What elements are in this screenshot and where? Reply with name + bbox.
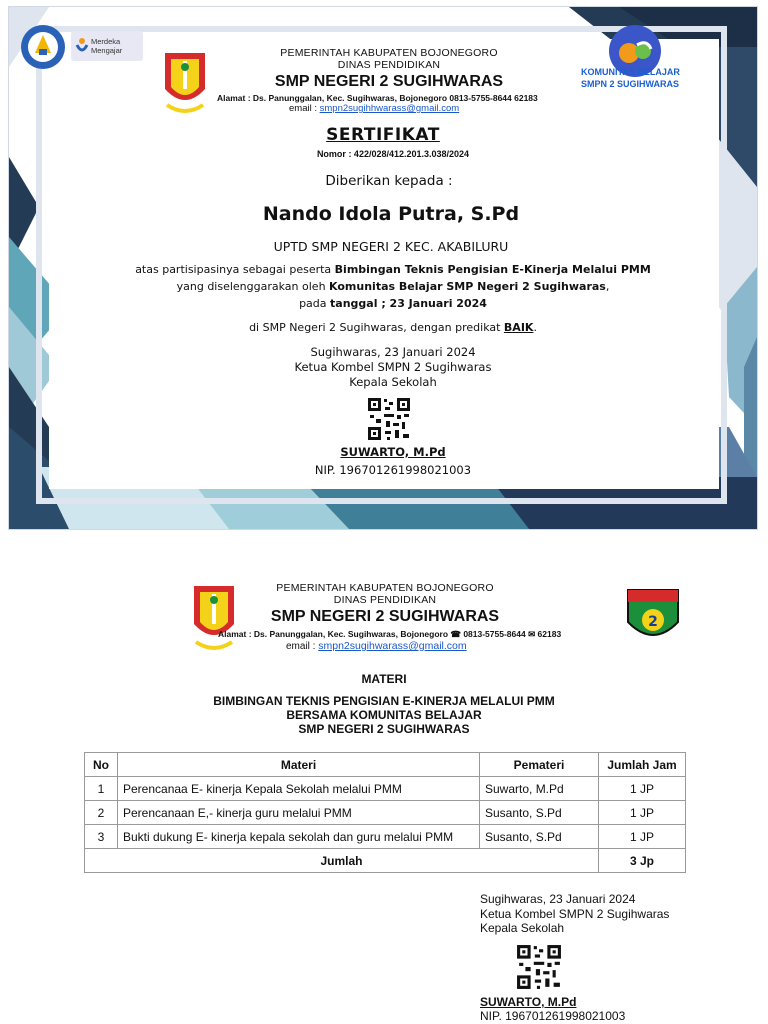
header-address: Alamat : Ds. Panunggalan, Kec. Sugihwaras, Bojonegoro 0813-5755-8644 62183 xyxy=(217,93,538,103)
materi-header-school: SMP NEGERI 2 SUGIHWARAS xyxy=(270,608,500,625)
table-total-row xyxy=(85,849,686,873)
table-cell-materi: Bukti dukung E- kinerja kepala sekolah dan guru melalui PMM xyxy=(118,825,480,849)
merdeka-mengajar-label: Merdeka Mengajar xyxy=(91,37,123,55)
email-label: email : xyxy=(289,103,317,114)
materi-page xyxy=(0,540,768,1024)
table-header-pemateri: Pemateri xyxy=(480,753,599,777)
materi-signature-place-date: Sugihwaras, 23 Januari 2024 xyxy=(480,892,636,906)
table-header-jam: Jumlah Jam xyxy=(599,753,686,777)
certificate-number: Nomor : 422/028/412.201.3.038/2024 xyxy=(316,149,470,159)
materi-signature-role-2: Kepala Sekolah xyxy=(480,921,565,935)
table-cell-jam: 1 JP xyxy=(599,777,686,801)
materi-signature-block xyxy=(480,892,669,936)
table-cell-no: 2 xyxy=(85,801,118,825)
signature-place-date: Sugihwaras, 23 Januari 2024 xyxy=(310,345,476,359)
kombel-label-2: SMPN 2 SUGIHWARAS xyxy=(581,79,680,89)
header-school: SMP NEGERI 2 SUGIHWARAS xyxy=(274,73,504,90)
signature-role-1: Ketua Kombel SMPN 2 Sugihwaras xyxy=(294,360,492,374)
materi-header-address: Alamat : Ds. Panunggalan, Kec. Sugihwaras, Bojonegoro ☎ 0813-5755-8644 ✉ 62183 xyxy=(218,629,562,639)
materi-email-label: email : xyxy=(286,641,316,652)
table-cell-pemateri: Suwarto, M.Pd xyxy=(480,777,599,801)
certificate-card xyxy=(8,6,758,530)
materi-signature-nip: NIP. 196701261998021003 xyxy=(480,1009,626,1023)
kombel-label-1: KOMUNITAS BELAJAR xyxy=(581,67,680,77)
smp-2-logo xyxy=(624,586,682,650)
materi-email-link[interactable]: smpn2sugihwarass@gmail.com xyxy=(318,640,467,652)
table-cell-materi: Perencanaa E- kinerja Kepala Sekolah melalui PMM xyxy=(118,777,480,801)
materi-subtitle-2: BERSAMA KOMUNITAS BELAJAR xyxy=(286,708,482,722)
table-cell-no: 1 xyxy=(85,777,118,801)
materi-title: MATERI xyxy=(361,672,407,686)
materi-subtitle-3: SMP NEGERI 2 SUGIHWARAS xyxy=(298,722,470,736)
table-header-row xyxy=(85,753,686,777)
header-dept: DINAS PENDIDIKAN xyxy=(337,59,441,71)
table-cell-no: 3 xyxy=(85,825,118,849)
description-line-4: di SMP Negeri 2 Sugihwaras, dengan predikat BAIK. xyxy=(249,321,537,334)
signature-qr-code xyxy=(367,397,411,441)
recipient-name: Nando Idola Putra, S.Pd xyxy=(262,203,520,225)
table-total-value: 3 Jp xyxy=(599,849,686,873)
certificate-title: SERTIFIKAT xyxy=(326,125,440,145)
table-cell-jam: 1 JP xyxy=(599,801,686,825)
materi-header-dept: DINAS PENDIDIKAN xyxy=(333,594,437,606)
signature-name: SUWARTO, M.Pd xyxy=(340,445,446,459)
table-cell-pemateri: Susanto, S.Pd xyxy=(480,825,599,849)
table-cell-jam: 1 JP xyxy=(599,825,686,849)
signature-role-2: Kepala Sekolah xyxy=(349,375,437,389)
recipient-institution: UPTD SMP NEGERI 2 KEC. AKABILURU xyxy=(273,239,509,254)
certificate-content xyxy=(9,7,757,529)
materi-signature-name: SUWARTO, M.Pd xyxy=(480,995,577,1009)
table-cell-pemateri: Susanto, S.Pd xyxy=(480,801,599,825)
materi-signature-qr-code xyxy=(516,944,562,990)
materi-table xyxy=(84,752,686,873)
given-to-label: Diberikan kepada : xyxy=(325,173,453,189)
svg-text:2: 2 xyxy=(648,614,658,630)
table-header-materi: Materi xyxy=(118,753,480,777)
table-header-no: No xyxy=(85,753,118,777)
signature-nip: NIP. 196701261998021003 xyxy=(314,463,472,477)
materi-signature-role-1: Ketua Kombel SMPN 2 Sugihwaras xyxy=(480,906,670,921)
materi-subtitle-1: BIMBINGAN TEKNIS PENGISIAN E-KINERJA MELALUI PMM xyxy=(213,694,555,708)
materi-header-gov: PEMERINTAH KABUPATEN BOJONEGORO xyxy=(276,582,494,594)
description-line-2: yang diselenggarakan oleh Komunitas Belajar SMP Negeri 2 Sugihwaras, xyxy=(176,280,610,293)
description-line-1: atas partisipasinya sebagai peserta Bimbingan Teknis Pengisian E-Kinerja Melalui PMM xyxy=(135,263,651,276)
table-total-label: Jumlah xyxy=(85,849,599,873)
email-link[interactable]: smpn2sugihhwarass@gmail.com xyxy=(319,103,460,114)
bojonegoro-crest-logo xyxy=(159,47,211,119)
header-gov: PEMERINTAH KABUPATEN BOJONEGORO xyxy=(280,47,498,59)
description-line-3: pada tanggal ; 23 Januari 2024 xyxy=(299,297,487,310)
tut-wuri-logo xyxy=(19,23,67,71)
table-row xyxy=(85,801,686,825)
table-row xyxy=(85,825,686,849)
table-row xyxy=(85,777,686,801)
table-cell-materi: Perencanaan E,- kinerja guru melalui PMM xyxy=(118,801,480,825)
merdeka-mengajar-logo xyxy=(71,31,143,61)
